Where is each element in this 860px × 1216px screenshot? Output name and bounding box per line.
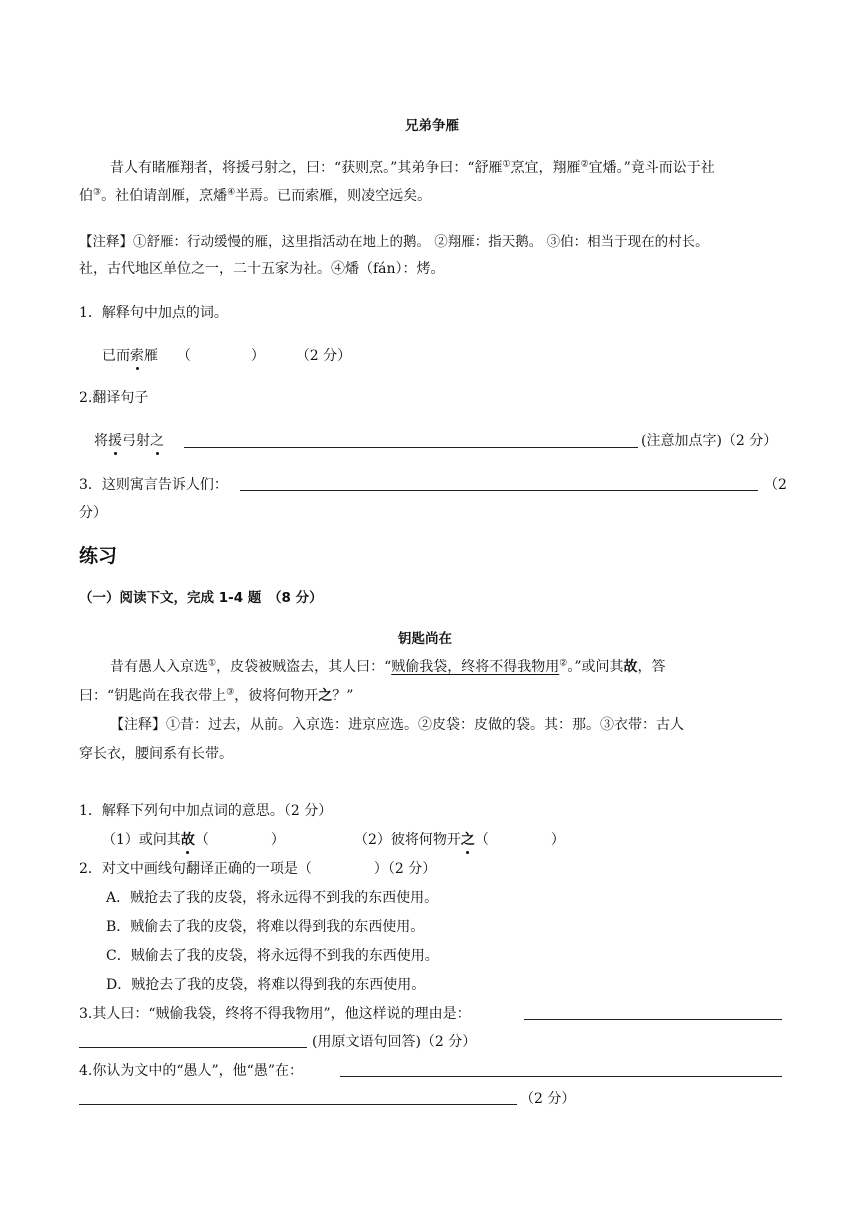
section-heading: 练习 [79,545,118,567]
question-1-item-2: （2）彼将何物开之（ ） [354,829,565,849]
option-c[interactable]: C．贼偷去了我的皮袋，将永远得不到我的东西使用。 [106,948,439,964]
answer-line[interactable] [240,490,758,491]
answer-line[interactable] [79,1047,307,1048]
question-2-note: (注意加点字)（2 分） [641,433,778,449]
answer-line[interactable] [340,1076,782,1077]
option-b[interactable]: B．贼偷去了我的皮袋，将难以得到我的东西使用。 [106,919,425,935]
section-instruction: （一）阅读下文，完成 1-4 题 （8 分） [79,590,323,606]
answer-line[interactable] [524,1019,782,1020]
question-1: 1．解释下列句中加点词的意思。（2 分） [79,803,333,819]
annotation-line: 【注释】①昔：过去，从前。入京选：进京应选。②皮袋：皮做的袋。其：那。③衣带：古人 [110,717,684,733]
passage-title: 兄弟争雁 [405,118,459,134]
question-3: 3．这则寓言告诉人们： [79,477,228,493]
question-2: 2.翻译句子 [79,390,149,406]
question-2-item: 将援弓射之 [94,430,164,450]
underlined-sentence: 贼偷我袋，终将不得我物用 [391,659,560,675]
annotation-line: 【注释】①舒雁：行动缓慢的雁，这里指活动在地上的鹅。 ②翔雁：指天鹅。 ③伯：相当于现在的村长。 [79,234,709,250]
passage-line: 昔人有睹雁翔者，将援弓射之，曰：“获则烹。”其弟争曰：“舒雁①烹宜，翔雁②宜燔。”竟斗而讼于社 [110,159,715,176]
question-3-score: （2 [764,477,787,493]
question-1: 1．解释句中加点的词。 [79,305,228,321]
question-3-note: (用原文语句回答)（2 分） [312,1034,477,1050]
annotation-line: 社，古代地区单位之一，二十五家为社。④燔（fán）：烤。 [79,261,445,277]
question-4: 4.你认为文中的“愚人”，他“愚”在： [79,1063,303,1079]
passage-line: 昔有愚人入京选①，皮袋被贼盗去，其人曰：“贼偷我袋，终将不得我物用②。”或问其故，答 [110,658,666,675]
question-2: 2．对文中画线句翻译正确的一项是（ ）（2 分） [79,861,437,877]
question-3: 3.其人曰：“贼偷我袋，终将不得我物用”，他这样说的理由是： [79,1006,471,1022]
passage-title: 钥匙尚在 [398,631,452,647]
passage-line: 伯③。社伯请剖雁，烹燔④半焉。已而索雁，则凌空远矣。 [79,187,432,204]
question-1-item: 已而索雁 （ ） （2 分） [102,345,351,365]
annotation-line: 穿长衣，腰间系有长带。 [79,746,233,762]
question-3-score: 分） [79,505,107,521]
answer-line[interactable] [79,1104,517,1105]
answer-line[interactable] [184,447,638,448]
question-4-score: （2 分） [520,1091,576,1107]
question-1-item-1: （1）或问其故（ ） [102,829,285,849]
option-a[interactable]: A．贼抢去了我的皮袋，将永远得不到我的东西使用。 [106,890,439,906]
option-d[interactable]: D．贼抢去了我的皮袋，将难以得到我的东西使用。 [106,977,426,993]
passage-line: 曰：“钥匙尚在我衣带上③，彼将何物开之？” [79,687,354,704]
